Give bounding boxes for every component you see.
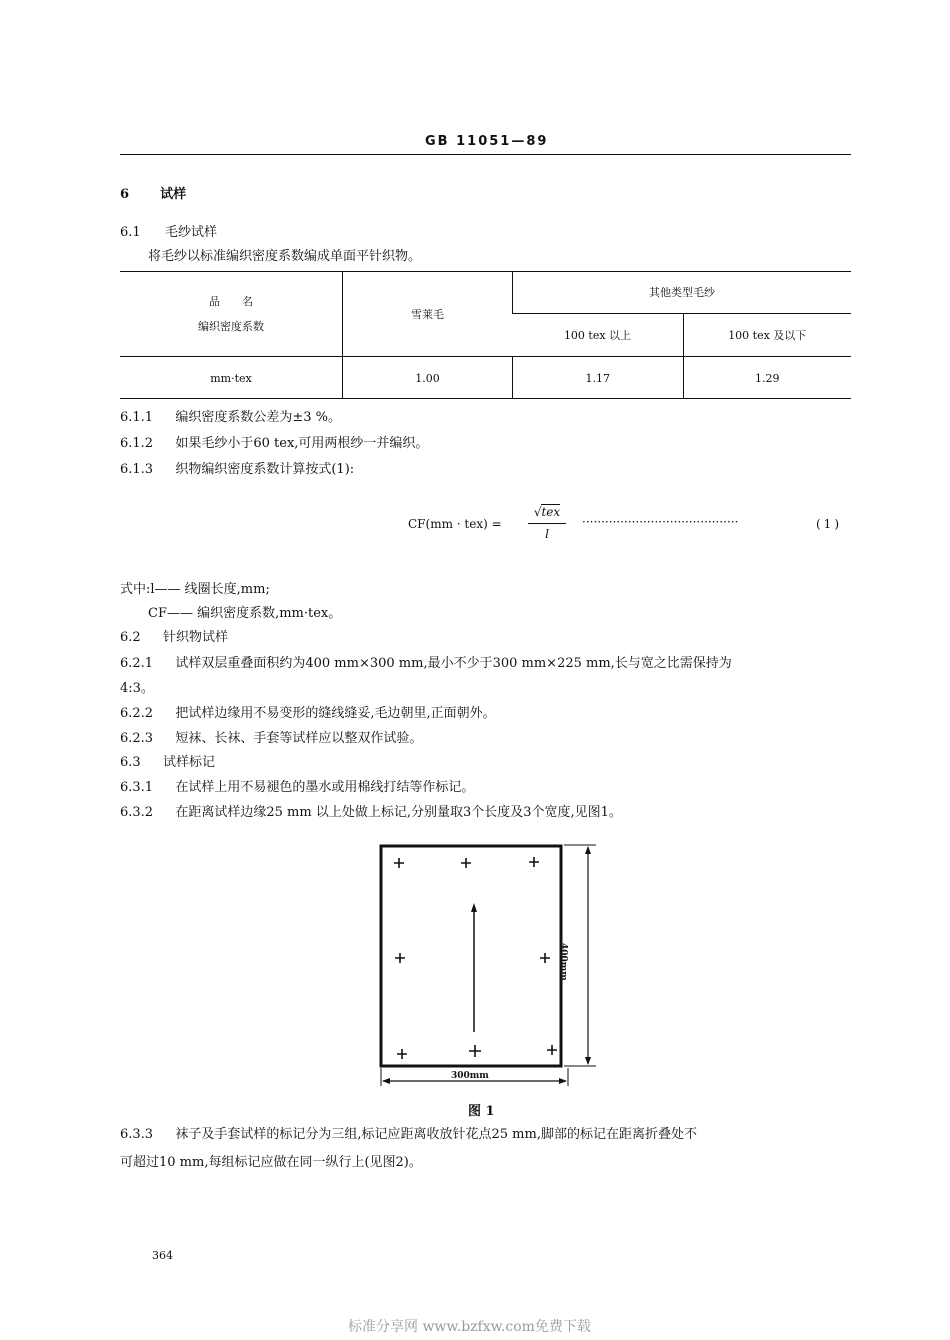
clause-6-1-3 bbox=[120, 462, 354, 478]
header-product-name: 品 名 bbox=[209, 295, 253, 308]
section-6-3-heading bbox=[120, 755, 215, 771]
specimen-outline bbox=[381, 846, 561, 1066]
table-header-above-100tex: 100 tex 以上 bbox=[513, 314, 684, 357]
radicand: tex bbox=[541, 505, 561, 519]
section-title: 试样 bbox=[160, 187, 187, 202]
clause-text: 把试样边缘用不易变形的缝线缝妥,毛边朝里,正面朝外。 bbox=[175, 706, 496, 721]
fraction-bar bbox=[528, 523, 566, 524]
clause-6-1-2 bbox=[120, 436, 428, 452]
arrow-head-icon bbox=[559, 1078, 567, 1084]
section-title: 毛纱试样 bbox=[164, 225, 217, 240]
formula-numerator bbox=[528, 505, 566, 519]
radical-sign: √ bbox=[533, 505, 542, 519]
clause-number: 6.1.1 bbox=[120, 410, 154, 425]
clause-number: 6.1.3 bbox=[120, 462, 154, 477]
plus-mark-icon bbox=[469, 1045, 481, 1057]
formula-denominator: l bbox=[545, 527, 549, 541]
header-density-coefficient: 编织密度系数 bbox=[198, 320, 264, 333]
section-6-1-heading bbox=[120, 225, 217, 241]
table-header-product bbox=[120, 271, 343, 357]
section-title: 针织物试样 bbox=[162, 630, 228, 645]
clause-6-3-2 bbox=[120, 805, 622, 821]
plus-mark-icon bbox=[461, 858, 471, 868]
formula-equation-number: (1) bbox=[816, 517, 842, 531]
clause-text: 织物编织密度系数计算按式(1): bbox=[175, 462, 355, 477]
clause-number: 6.3.3 bbox=[120, 1127, 154, 1142]
section-number: 6.3 bbox=[120, 755, 141, 770]
table-header-shetland: 雪莱毛 bbox=[343, 271, 513, 357]
section-6-1-intro: 将毛纱以标准编织密度系数编成单面平针织物。 bbox=[148, 249, 422, 264]
clause-6-2-1 bbox=[120, 656, 732, 672]
where-line-2: CF—— 编织密度系数,mm·tex。 bbox=[148, 606, 342, 621]
section-title: 试样标记 bbox=[162, 755, 215, 770]
plus-mark-icon bbox=[540, 953, 550, 963]
clause-number: 6.1.2 bbox=[120, 436, 154, 451]
where-line-1: 式中:l—— 线圈长度,mm; bbox=[120, 582, 270, 597]
table-cell: 1.17 bbox=[513, 357, 684, 400]
knitting-density-table bbox=[120, 271, 851, 399]
clause-6-3-1 bbox=[120, 780, 474, 796]
mark-plus-icons bbox=[394, 857, 557, 1059]
clause-number: 6.2.1 bbox=[120, 656, 154, 671]
plus-mark-icon bbox=[395, 953, 405, 963]
formula-lhs: CF(mm · tex) = bbox=[408, 517, 502, 531]
table-bottom-rule bbox=[120, 398, 851, 399]
plus-mark-icon bbox=[547, 1045, 557, 1055]
clause-number: 6.3.2 bbox=[120, 805, 154, 820]
arrow-head-icon bbox=[585, 1057, 591, 1065]
table-header-other-yarns: 其他类型毛纱 bbox=[513, 271, 852, 314]
arrow-head-icon bbox=[585, 846, 591, 854]
plus-mark-icon bbox=[394, 858, 404, 868]
clause-text: 如果毛纱小于60 tex,可用两根纱一并编织。 bbox=[175, 436, 429, 451]
header-rule bbox=[120, 154, 851, 155]
clause-text: 编织密度系数公差为±3 %。 bbox=[175, 410, 342, 425]
clause-6-3-3 bbox=[120, 1127, 697, 1143]
figure-1-caption: 图 1 bbox=[468, 1104, 495, 1119]
table-header-100tex-and-below: 100 tex 及以下 bbox=[683, 314, 851, 357]
clause-text: 在距离试样边缘25 mm 以上处做上标记,分别量取3个长度及3个宽度,见图1。 bbox=[175, 805, 622, 820]
clause-6-2-2 bbox=[120, 706, 496, 722]
clause-text: 在试样上用不易褪色的墨水或用棉线打结等作标记。 bbox=[175, 780, 475, 795]
clause-6-2-1-cont: 4:3。 bbox=[120, 681, 154, 696]
figure-width-label: 300mm bbox=[451, 1071, 489, 1081]
clause-text: 短袜、长袜、手套等试样应以整双作试验。 bbox=[175, 731, 423, 746]
table-cell: 1.29 bbox=[683, 357, 851, 400]
table-cell: 1.00 bbox=[343, 357, 513, 400]
clause-number: 6.2.3 bbox=[120, 731, 154, 746]
clause-number: 6.3.1 bbox=[120, 780, 154, 795]
watermark-text: 标准分享网 www.bzfxw.com免费下载 bbox=[348, 1319, 591, 1335]
clause-text: 试样双层重叠面积约为400 mm×300 mm,最小不少于300 mm×225 mm,长与宽之比需保持为 bbox=[175, 656, 732, 671]
arrow-head-icon bbox=[382, 1078, 390, 1084]
section-6-2-heading bbox=[120, 630, 228, 646]
clause-6-1-1 bbox=[120, 410, 341, 426]
section-6-heading bbox=[120, 187, 186, 203]
plus-mark-icon bbox=[397, 1049, 407, 1059]
table-row-unit: mm·tex bbox=[120, 357, 343, 400]
section-number: 6.1 bbox=[120, 225, 141, 240]
figure-1-diagram bbox=[370, 838, 610, 1098]
section-number: 6.2 bbox=[120, 630, 141, 645]
formula-dots: ········································· bbox=[582, 515, 739, 529]
figure-height-label: 400mm bbox=[558, 943, 568, 981]
clause-6-2-3 bbox=[120, 731, 422, 747]
plus-mark-icon bbox=[529, 857, 539, 867]
clause-number: 6.2.2 bbox=[120, 706, 154, 721]
clause-6-3-3-cont: 可超过10 mm,每组标记应做在同一纵行上(见图2)。 bbox=[120, 1155, 422, 1170]
standard-code-header: GB 11051—89 bbox=[425, 134, 549, 149]
clause-text: 袜子及手套试样的标记分为三组,标记应距离收放针花点25 mm,脚部的标记在距离折叠处不 bbox=[175, 1127, 697, 1142]
arrow-head-icon bbox=[471, 903, 477, 912]
section-number: 6 bbox=[120, 187, 130, 202]
page-number: 364 bbox=[152, 1249, 173, 1262]
